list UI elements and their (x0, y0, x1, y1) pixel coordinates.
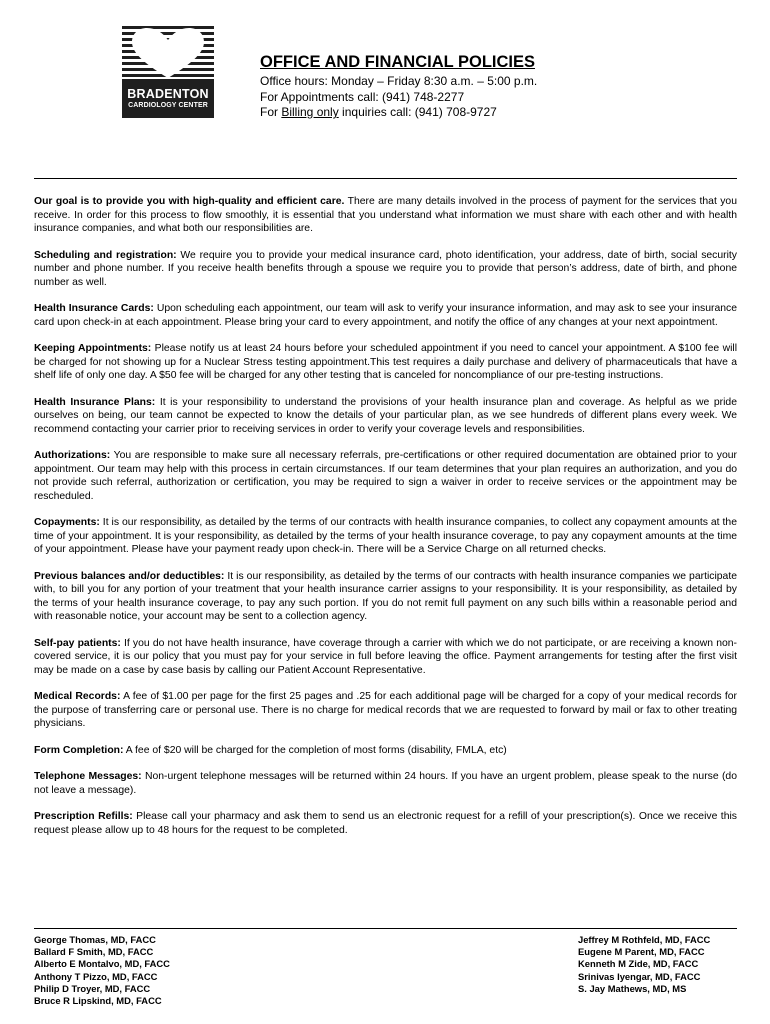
section-heading: Health Insurance Cards: (34, 303, 154, 314)
section-heading: Medical Records: (34, 691, 121, 702)
footer-divider (34, 928, 737, 929)
section-text: We require you to provide your medical insurance card, photo identification, your address, date of birth, social security number and phone number. If you receive health benefits through a spouse we require you to provide that person’s address, date of birth, and phone number as well. (34, 249, 737, 288)
section-text: A fee of $20 will be charged for the completion of most forms (disability, FMLA, etc) (123, 744, 507, 756)
policy-insurance-plans (34, 396, 737, 437)
section-heading: Health Insurance Plans: (34, 396, 156, 408)
section-heading: Keeping Appointments: (34, 343, 152, 354)
policy-content (34, 195, 737, 850)
section-heading: Self-pay patients: (34, 637, 121, 649)
physician-list-right (578, 934, 710, 995)
section-text: Non-urgent telephone messages will be returned within 24 hours. If you have an urgent problem, please speak to the nurse (do not leave a message). (34, 771, 737, 796)
section-text: It is our responsibility, as detailed by the terms of our contracts with health insurance companies, to collect any copayment amounts at the time of your appointment. It is your responsibility, as detailed by the terms of your health insurance coverage, to pay any copayment amounts at the time of your appointment. Please have your payment ready upon check-in. There will be a Service Charge on all returned checks. (34, 517, 737, 555)
logo-name: BRADENTON (127, 87, 209, 101)
policy-scheduling (34, 249, 737, 290)
policy-insurance-cards (34, 302, 737, 329)
section-heading: Form Completion: (34, 744, 124, 756)
section-text: It is our responsibility, as detailed by the terms of our contracts with health insurance companies we participate with, to bill you for any portion of your treatment that your health insurance carrier assigns to your responsibility. It is your responsibility, as detailed by the terms of your health insurance coverage, to pay any such portion. If you do not remit full payment on any such bills within a reasonable period and with reasonable notice, your account may be sent to a collection agency. (34, 570, 737, 622)
section-text: There are many details involved in the process of payment for the services that you receive. In order for this process to flow smoothly, it is essential that you understand what information we must share with each other and with health insurance companies, and what both our responsibilities are. (34, 196, 737, 234)
physician-name: Ballard F Smith, MD, FACC (34, 946, 154, 958)
physician-name: S. Jay Mathews, MD, MS (578, 982, 687, 994)
section-heading: Previous balances and/or deductibles: (34, 570, 225, 582)
physician-name: Alberto E Montalvo, MD, FACC (34, 958, 170, 970)
policy-keeping-appointments (34, 342, 737, 383)
billing-prefix: For (260, 105, 282, 119)
section-text: A fee of $1.00 per page for the first 25 pages and .25 for each additional page will be charged for a copy of your medical records for the purpose of transferring care or personal use. There is no charge for medical records that we are requested to forward by mail or fax to other treating physicians. (34, 691, 737, 729)
section-heading: Authorizations: (34, 450, 111, 461)
physician-name: Srinivas Iyengar, MD, FACC (578, 970, 701, 982)
section-heading: Telephone Messages: (34, 771, 142, 782)
policy-telephone-messages (34, 770, 737, 797)
section-heading: Prescription Refills: (34, 811, 133, 822)
physician-name: Philip D Troyer, MD, FACC (34, 982, 151, 994)
physician-name: Jeffrey M Rothfeld, MD, FACC (578, 934, 711, 945)
section-heading: Scheduling and registration: (34, 249, 177, 261)
page-title: OFFICE AND FINANCIAL POLICIES (260, 53, 536, 71)
policy-authorizations (34, 449, 737, 503)
policy-self-pay (34, 637, 737, 678)
physician-list-left (34, 934, 170, 1007)
billing-suffix: inquiries call: (941) 708-9727 (338, 105, 497, 119)
section-heading: Our goal is to provide you with high-quality and efficient care. (34, 196, 345, 207)
section-text: Upon scheduling each appointment, our team will ask to verify your insurance information, and may ask to see your insurance card upon check-in at each appointment. Please bring your card to every appointment, and notify the office of any changes at your next appointment. (34, 303, 737, 328)
heart-stripes-icon (122, 26, 214, 82)
logo-wordmark (122, 82, 214, 118)
header-divider (34, 178, 737, 179)
appointments-phone: For Appointments call: (941) 748-2277 (260, 89, 465, 104)
document-header (260, 52, 537, 121)
section-text: You are responsible to make sure all necessary referrals, pre-certifications or other required documentation are obtained prior to your appointment. Our team may help with this process in certain circumstances. If our team determines that your plan requires an authorization, and you do not provide such referral, authorization or certification, you may be required to sign a waiver in order to receive services or the appointment may be rescheduled. (34, 450, 737, 502)
physician-name: Anthony T Pizzo, MD, FACC (34, 970, 158, 982)
policy-previous-balances (34, 570, 737, 624)
policy-copayments (34, 516, 737, 557)
billing-phone (260, 105, 537, 121)
policy-goal (34, 195, 737, 236)
physician-name: Kenneth M Zide, MD, FACC (578, 958, 699, 970)
physician-name: Bruce R Lipskind, MD, FACC (34, 995, 162, 1007)
physician-name: Eugene M Parent, MD, FACC (578, 946, 705, 958)
section-heading: Copayments: (34, 517, 100, 528)
section-text: Please call your pharmacy and ask them to send us an electronic request for a refill of your prescription(s). Once we receive this request please allow up to 48 hours for the request to be completed. (34, 811, 737, 836)
policy-medical-records (34, 690, 737, 731)
section-text: It is your responsibility to understand the provisions of your health insurance plan and coverage. As helpful as we pride ourselves on being, our team cannot be expected to know the details of your particular plan, as we see hundreds of different plans every week. We recommend contacting your carrier prior to receiving services in order to verify your coverage levels and responsibilities. (34, 396, 737, 435)
logo-subtitle: CARDIOLOGY CENTER (128, 102, 208, 109)
billing-only-underlined: Billing only (281, 105, 339, 119)
section-text: Please notify us at least 24 hours before your scheduled appointment if you need to cancel your appointment. A $100 fee will be charged for not showing up for a Nuclear Stress testing appointment.This test requires a daily purchase and delivery of pharmaceuticals that have a shelf life of only one day. A $50 fee will be charged for any other testing that is canceled for noncompliance of our pre-testing instructions. (34, 343, 737, 381)
physician-name: George Thomas, MD, FACC (34, 934, 156, 945)
office-hours: Office hours: Monday – Friday 8:30 a.m. – 5:00 p.m. (260, 74, 538, 88)
bradenton-cardiology-logo (122, 26, 214, 118)
policy-form-completion (34, 744, 737, 758)
section-text: If you do not have health insurance, have coverage through a carrier with which we do not participate, or are receiving a known non-covered service, it is our policy that you must pay for your service in full before leaving the office. Payment arrangements for testing after the first visit may be made on a case by case basis by calling our Patient Account Representative. (34, 637, 737, 676)
policy-prescription-refills (34, 810, 737, 837)
